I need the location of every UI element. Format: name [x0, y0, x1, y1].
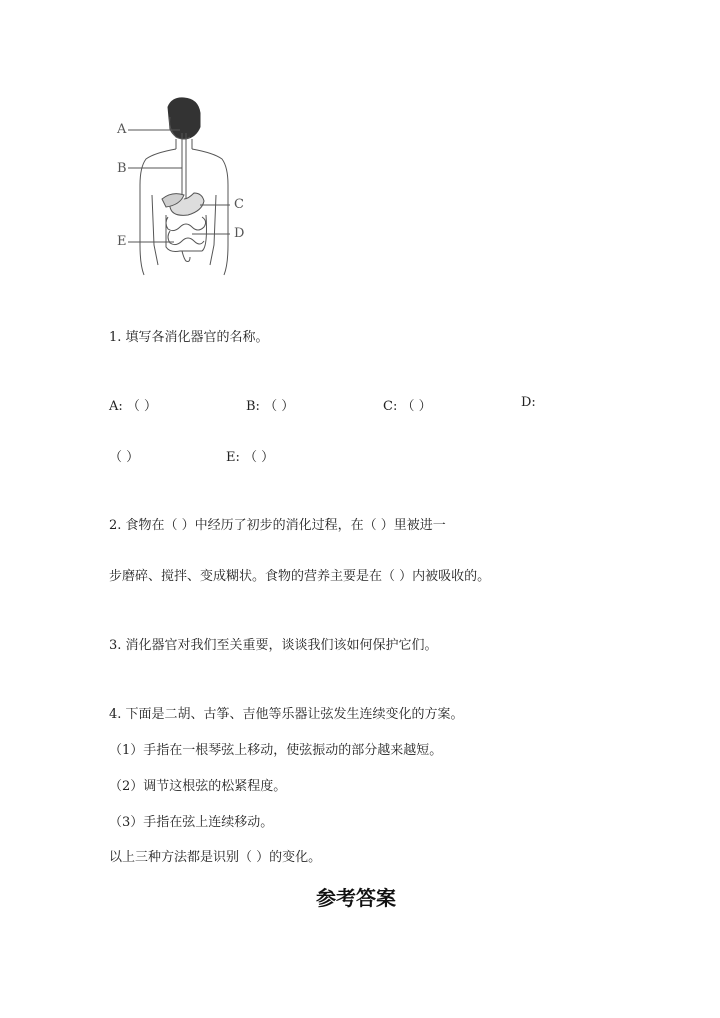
- label-c: C: [234, 197, 244, 212]
- question-1-stem: 1. 填写各消化器官的名称。: [109, 330, 269, 345]
- question-4-item: （3）手指在弦上连续移动。: [109, 815, 274, 830]
- label-a: A: [117, 122, 127, 137]
- question-3-stem: 3. 消化器官对我们至关重要，谈谈我们该如何保护它们。: [109, 638, 438, 653]
- label-e: E: [117, 234, 127, 249]
- answers-title: 参考答案: [316, 886, 396, 910]
- label-b: B: [117, 161, 127, 176]
- q1-answer-d-blank: （ ）: [109, 450, 140, 465]
- q1-answer-c: C: （ ）: [383, 399, 432, 414]
- q1-answer-d: D:: [521, 395, 536, 410]
- q1-answer-a: A: （ ）: [109, 399, 158, 414]
- label-d: D: [234, 226, 245, 241]
- question-4-conclusion: 以上三种方法都是识别（ ）的变化。: [109, 850, 322, 865]
- q1-answer-b: B: （ ）: [246, 399, 295, 414]
- question-4-item: （2）调节这根弦的松紧程度。: [109, 779, 287, 794]
- question-4-item: （1）手指在一根琴弦上移动，使弦振动的部分越来越短。: [109, 743, 443, 758]
- q1-answer-e: E: （ ）: [226, 450, 275, 465]
- digestive-system-figure: [110, 95, 270, 285]
- question-2-line-1: 2. 食物在（ ）中经历了初步的消化过程，在（ ）里被进一: [109, 518, 446, 533]
- question-2-line-2: 步磨碎、搅拌、变成糊状。食物的营养主要是在（ ）内被吸收的。: [109, 569, 491, 584]
- question-4-stem: 4. 下面是二胡、古筝、吉他等乐器让弦发生连续变化的方案。: [109, 707, 464, 722]
